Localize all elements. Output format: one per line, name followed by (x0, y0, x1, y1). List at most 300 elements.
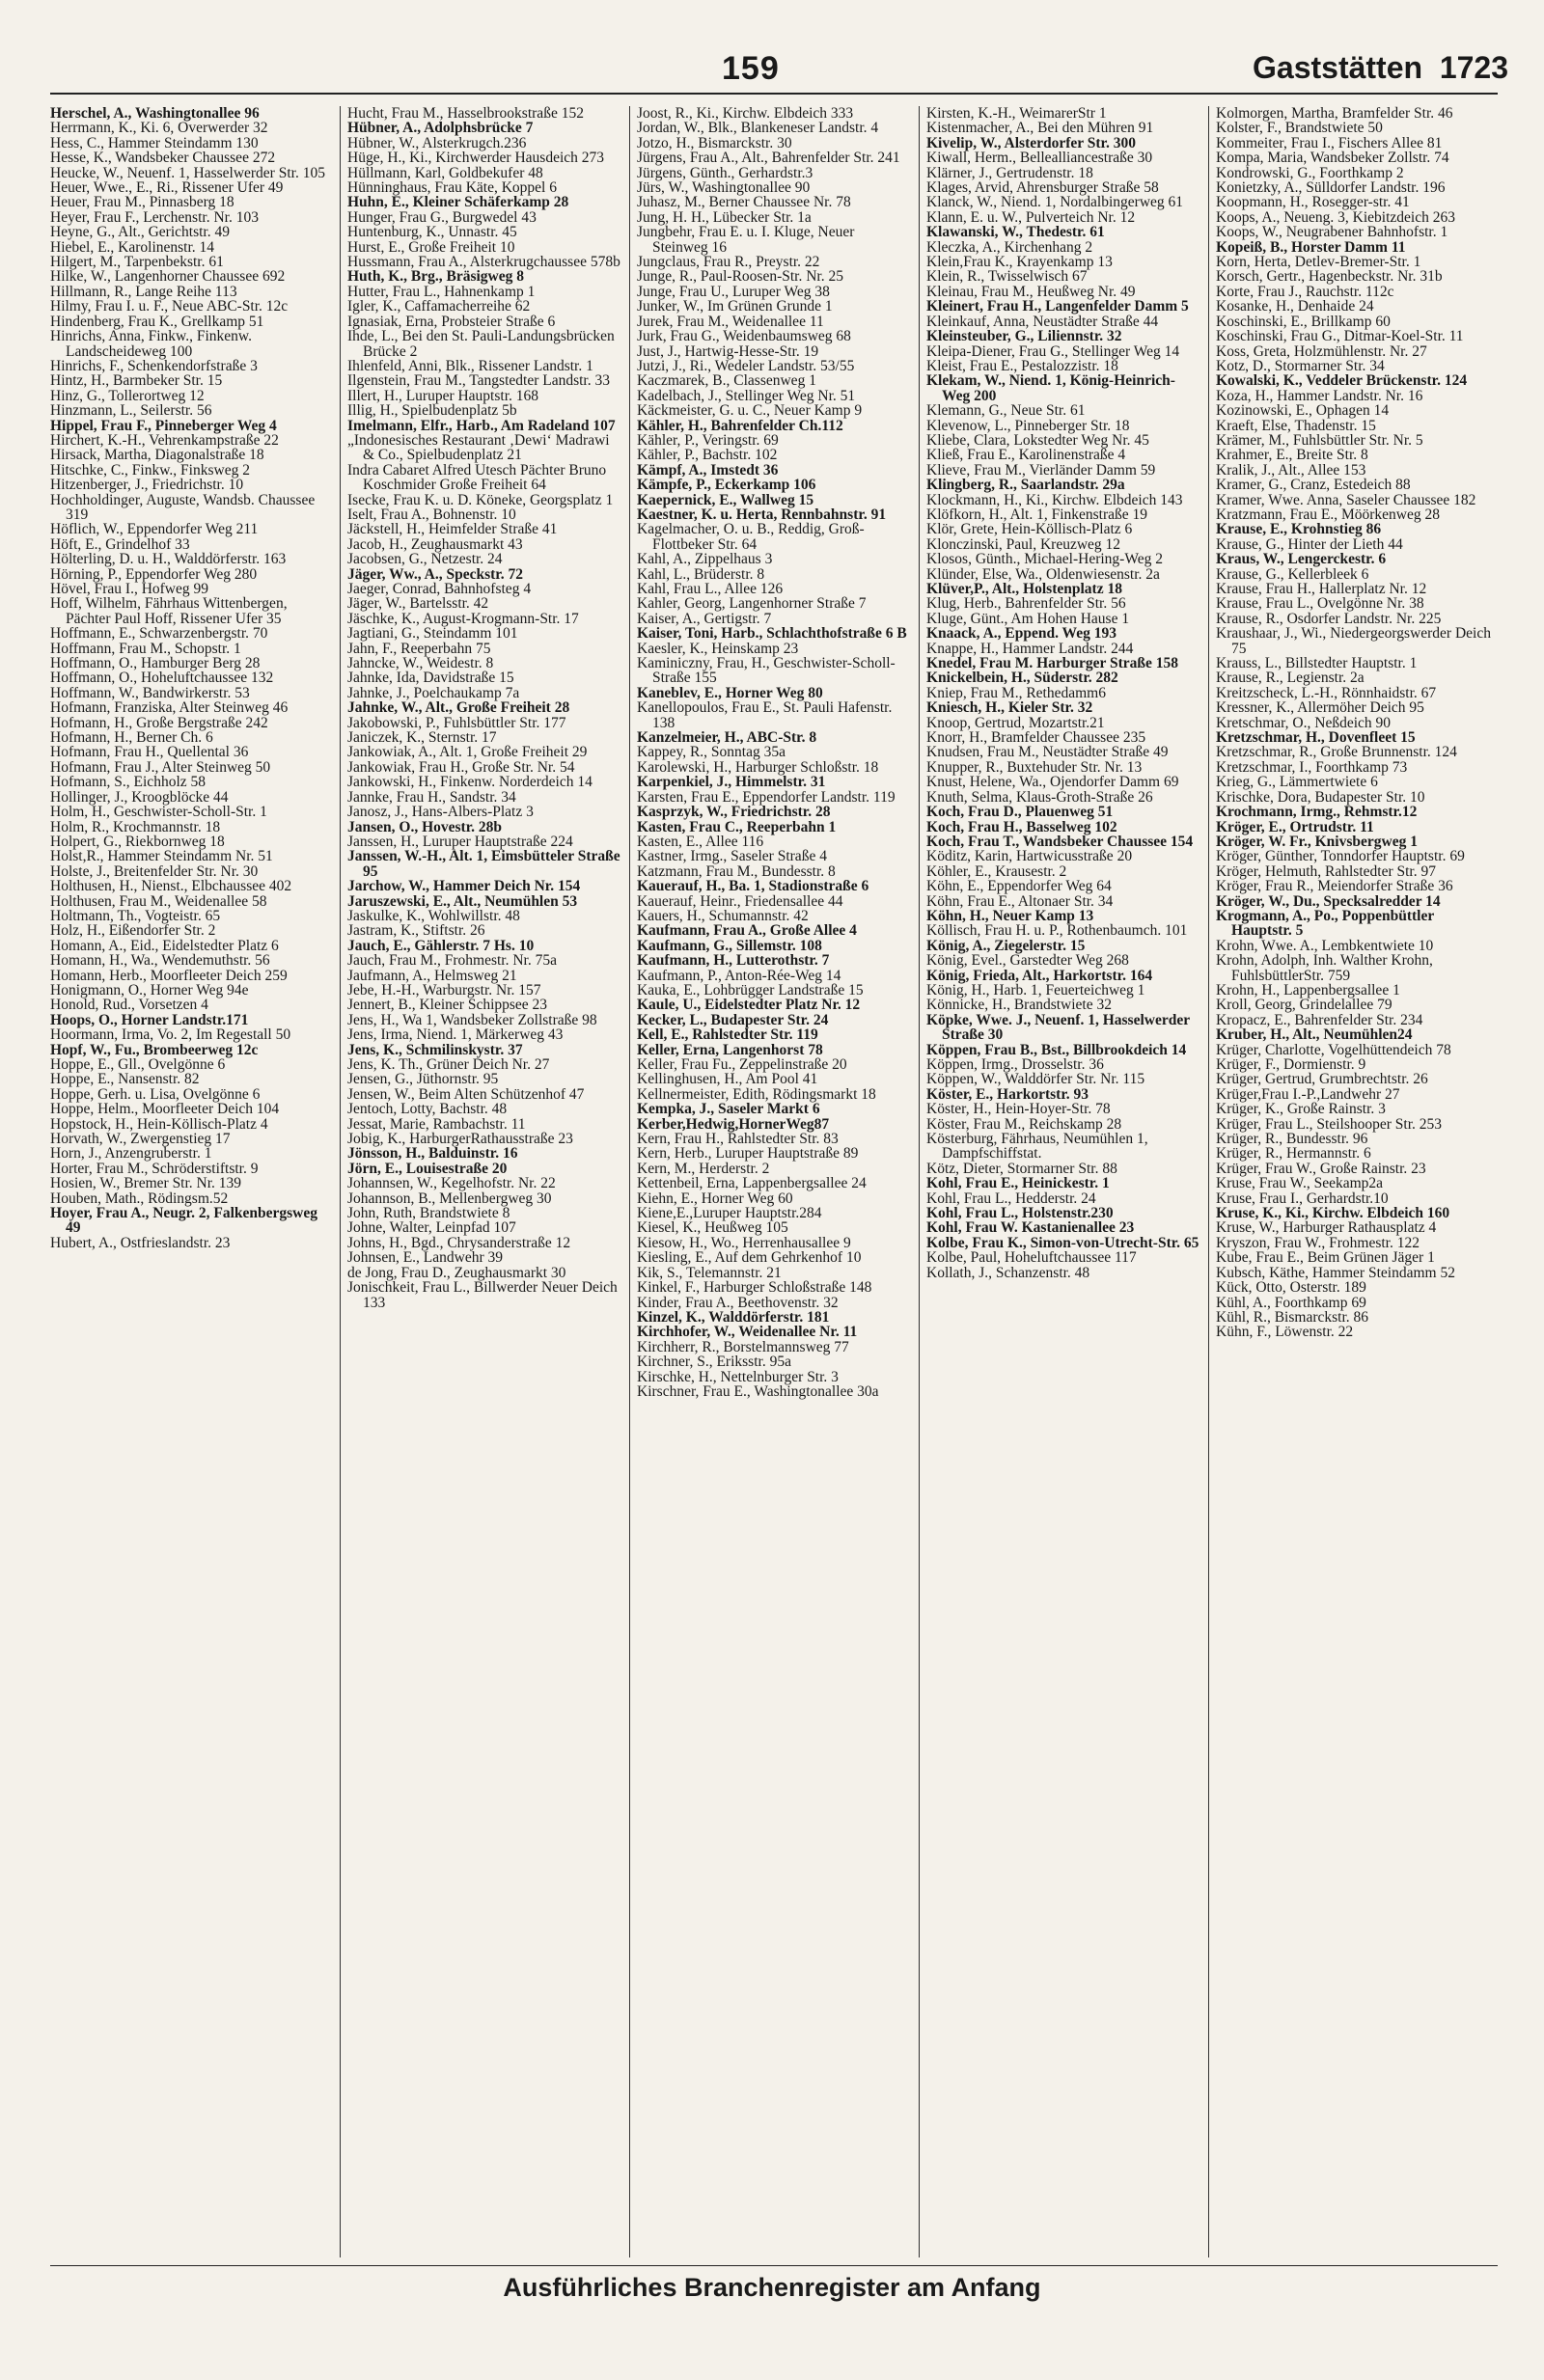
directory-entry: Hinzmann, L., Seilerstr. 56 (50, 402, 212, 420)
directory-entry: Joost, R., Ki., Kirchw. Elbdeich 333 (637, 106, 854, 122)
directory-entry: Holpert, G., Riekbornweg 18 (50, 833, 225, 850)
directory-entry: Kanzelmeier, H., ABC-Str. 8 (637, 729, 817, 747)
directory-entry: Iselt, Frau A., Bohnenstr. 10 (347, 506, 516, 523)
directory-entry: Knickelbein, H., Süderstr. 282 (926, 670, 1118, 687)
directory-entry: Klüver,P., Alt., Holstenplatz 18 (926, 581, 1122, 597)
directory-entry: Kramer, Wwe. Anna, Saseler Chaussee 182 (1216, 491, 1476, 508)
directory-entry: Karolewski, H., Harburger Schloßstr. 18 (637, 758, 879, 776)
directory-entry: Huntenburg, K., Unnastr. 45 (347, 224, 517, 241)
directory-entry: Hoppe, E., Gll., Ovelgönne 6 (50, 1056, 226, 1073)
directory-entry: Jens, Irma, Niend. 1, Märkerweg 43 (347, 1026, 564, 1044)
directory-entry: Köster, Frau M., Reichskamp 28 (926, 1115, 1122, 1133)
directory-entry: Jahn, F., Reeperbahn 75 (347, 640, 491, 657)
directory-entry: Heyne, G., Alt., Gerichtstr. 49 (50, 224, 230, 241)
directory-entry: Köhn, H., Neuer Kamp 13 (926, 907, 1094, 924)
directory-entry: Keller, Frau Fu., Zeppelinstraße 20 (637, 1056, 847, 1073)
directory-entry: Köppen, Frau B., Bst., Billbrookdeich 14 (926, 1041, 1187, 1058)
directory-entry: Klein,Frau K., Krayenkamp 13 (926, 254, 1113, 271)
directory-entry: Holm, H., Geschwister-Scholl-Str. 1 (50, 804, 267, 821)
directory-entry: Krohn, Adolph, Inh. Walther Krohn, FuhlsbüttlerStr. 759 (1216, 952, 1433, 984)
directory-entry: Kruse, K., Ki., Kirchw. Elbdeich 160 (1216, 1205, 1450, 1222)
directory-entry: Jens, K. Th., Grüner Deich Nr. 27 (347, 1056, 550, 1073)
directory-entry: Jonischkeit, Frau L., Billwerder Neuer Deich 133 (347, 1279, 618, 1311)
directory-entry: Just, J., Hartwig-Hesse-Str. 19 (637, 342, 819, 360)
directory-entry: Knaack, A., Eppend. Weg 193 (926, 625, 1117, 643)
directory-entry: Kosanke, H., Denhaide 24 (1216, 298, 1374, 315)
directory-entry: Jäger, W., Bartelsstr. 42 (347, 595, 489, 613)
directory-entry: Kötz, Dieter, Stormarner Str. 88 (926, 1160, 1117, 1177)
directory-entry: Jobig, K., HarburgerRathausstraße 23 (347, 1131, 573, 1148)
directory-entry: Krause, G., Kellerbleek 6 (1216, 565, 1369, 583)
directory-entry: Kern, M., Herderstr. 2 (637, 1160, 770, 1177)
directory-entry: Hindenberg, Frau K., Grellkamp 51 (50, 313, 264, 330)
directory-entry: Hofmann, Frau H., Quellental 36 (50, 744, 249, 761)
directory-entry: Kahl, L., Brüderstr. 8 (637, 565, 765, 583)
directory-entry: Jebe, H.-H., Warburgstr. Nr. 157 (347, 981, 541, 999)
directory-entry: Köster, H., Hein-Hoyer-Str. 78 (926, 1101, 1111, 1118)
directory-entry: Knudsen, Frau M., Neustädter Straße 49 (926, 744, 1169, 761)
directory-entry: Kaesler, K., Heinskamp 23 (637, 640, 799, 657)
directory-entry: Hörning, P., Eppendorfer Weg 280 (50, 565, 258, 583)
directory-entry: Korte, Frau J., Rauchstr. 112c (1216, 283, 1394, 300)
directory-entry: Hurst, E., Große Freiheit 10 (347, 238, 515, 256)
section-title (1253, 50, 1508, 86)
directory-entry: Könnicke, H., Brandstwiete 32 (926, 997, 1112, 1014)
directory-entry: Hünninghaus, Frau Käte, Koppel 6 (347, 179, 557, 197)
directory-entry: Holtmann, Th., Vogteistr. 65 (50, 907, 221, 924)
directory-entry: Hopstock, H., Hein-Köllisch-Platz 4 (50, 1115, 268, 1133)
directory-entry: Herrmann, K., Ki. 6, Overwerder 32 (50, 120, 268, 137)
directory-entry: Homann, Herb., Moorfleeter Deich 259 (50, 967, 288, 984)
directory-entry: Hinrichs, Anna, Finkw., Finkenw. Landscheideweg 100 (50, 328, 252, 360)
directory-entry: Hoyer, Frau A., Neugr. 2, Falkenbergsweg 49 (50, 1205, 317, 1237)
directory-entry: Kruber, H., Alt., Neumühlen24 (1216, 1026, 1413, 1044)
directory-entry: Junker, W., Im Grünen Grunde 1 (637, 298, 833, 315)
directory-entry: Köhn, E., Eppendorfer Weg 64 (926, 878, 1112, 895)
directory-entry: Holthusen, Frau M., Weidenallee 58 (50, 892, 267, 910)
directory-entry: Isecke, Frau K. u. D. Köneke, Georgsplatz 1 (347, 491, 614, 508)
directory-entry: Klevenow, L., Pinneberger Str. 18 (926, 417, 1130, 434)
directory-entry: Kirchner, S., Eriksstr. 95a (637, 1354, 791, 1371)
directory-entry: Kern, Frau H., Rahlstedter Str. 83 (637, 1131, 839, 1148)
directory-columns (50, 106, 1498, 2257)
directory-entry: Heuer, Wwe., E., Ri., Rissener Ufer 49 (50, 179, 284, 197)
directory-entry: Höflich, W., Eppendorfer Weg 211 (50, 521, 259, 538)
directory-entry: Jahnke, Ida, Davidstraße 15 (347, 670, 514, 687)
directory-entry: Kinkel, F., Harburger Schloßstraße 148 (637, 1279, 872, 1297)
directory-entry: Imelmann, Elfr., Harb., Am Radeland 107 (347, 417, 616, 434)
directory-entry: Jankowiak, Frau H., Große Str. Nr. 54 (347, 758, 575, 776)
directory-entry: Holste, J., Breitenfelder Str. Nr. 30 (50, 862, 259, 880)
directory-entry: König, Evel., Garstedter Weg 268 (926, 952, 1129, 970)
directory-entry: Krohn, H., Lappenbergsallee 1 (1216, 981, 1400, 999)
directory-entry: Hilmy, Frau I. u. F., Neue ABC-Str. 12c (50, 298, 289, 315)
directory-entry: Krischke, Dora, Budapester Str. 10 (1216, 788, 1425, 806)
directory-entry: Kiesling, E., Auf dem Gehrkenhof 10 (637, 1249, 862, 1267)
directory-entry: Klärner, J., Gertrudenstr. 18 (926, 164, 1093, 181)
directory-entry: Jagtiani, G., Steindamm 101 (347, 625, 518, 643)
directory-entry: Krause, G., Hinter der Lieth 44 (1216, 535, 1403, 553)
directory-entry: Kaepernick, E., Wallweg 15 (637, 491, 814, 508)
directory-entry: Hesse, K., Wandsbeker Chaussee 272 (50, 150, 276, 167)
directory-entry: Kastner, Irmg., Saseler Straße 4 (637, 848, 827, 865)
directory-entry: Hitzenberger, J., Friedrichstr. 10 (50, 477, 244, 494)
directory-entry: Kleczka, A., Kirchenhang 2 (926, 238, 1093, 256)
directory-entry: Kraus, W., Lengerckestr. 6 (1216, 551, 1387, 568)
directory-entry: Kondrowski, G., Foorthkamp 2 (1216, 164, 1404, 181)
directory-entry: Johns, H., Bgd., Chrysanderstraße 12 (347, 1234, 571, 1251)
directory-entry: Kohl, Frau W. Kastanienallee 23 (926, 1219, 1135, 1237)
directory-entry: Jutzi, J., Ri., Wedeler Landstr. 53/55 (637, 357, 855, 374)
directory-entry: Krüger, R., Bundesstr. 96 (1216, 1131, 1368, 1148)
directory-entry: Hoffmann, Frau M., Schopstr. 1 (50, 640, 241, 657)
directory-entry: Klein, R., Twisselwisch 67 (926, 268, 1088, 286)
directory-column (919, 106, 1208, 2257)
directory-entry: Kecker, L., Budapester Str. 24 (637, 1011, 829, 1028)
directory-entry: Janosz, J., Hans-Albers-Platz 3 (347, 804, 534, 821)
directory-entry: Kluge, Günt., Am Hohen Hause 1 (926, 610, 1130, 627)
directory-entry: Hunger, Frau G., Burgwedel 43 (347, 208, 537, 226)
directory-entry: Koza, H., Hammer Landstr. Nr. 16 (1216, 387, 1423, 404)
directory-column (629, 106, 919, 2257)
directory-entry: Kniesch, H., Kieler Str. 32 (926, 699, 1093, 717)
directory-entry: Kröger, Helmuth, Rahlstedter Str. 97 (1216, 862, 1436, 880)
directory-entry: Kasten, Frau C., Reeperbahn 1 (637, 818, 837, 835)
directory-column (1208, 106, 1498, 2257)
directory-entry: Klemann, G., Neue Str. 61 (926, 402, 1086, 420)
directory-entry: Kistenmacher, A., Bei den Mühren 91 (926, 120, 1154, 137)
footer-rule (50, 2265, 1498, 2266)
directory-entry: Klieve, Frau M., Vierländer Damm 59 (926, 461, 1156, 479)
directory-entry: Krahmer, E., Breite Str. 8 (1216, 447, 1368, 464)
directory-entry: Johannsen, W., Kegelhofstr. Nr. 22 (347, 1175, 556, 1192)
directory-entry: König, H., Harb. 1, Feuerteichweg 1 (926, 981, 1145, 999)
directory-entry: Hofmann, Franziska, Alter Steinweg 46 (50, 699, 289, 717)
directory-entry: Köhn, Frau E., Altonaer Str. 34 (926, 892, 1114, 910)
directory-entry: Kadelbach, J., Stellinger Weg Nr. 51 (637, 387, 856, 404)
directory-entry: Jensen, G., Jüthornstr. 95 (347, 1071, 499, 1088)
directory-entry: Ihlenfeld, Anni, Blk., Rissener Landstr. 1 (347, 357, 593, 374)
directory-entry: Kiehn, E., Horner Weg 60 (637, 1190, 793, 1207)
directory-entry: Kellnermeister, Edith, Rödingsmarkt 18 (637, 1085, 876, 1103)
directory-entry: Klöfkorn, H., Alt. 1, Finkenstraße 19 (926, 506, 1148, 523)
directory-entry: Knappe, H., Hammer Landstr. 244 (926, 640, 1134, 657)
directory-entry: Hillmann, R., Lange Reihe 113 (50, 283, 237, 300)
directory-entry: Janssen, H., Luruper Hauptstraße 224 (347, 833, 573, 850)
directory-entry: Kubsch, Käthe, Hammer Steindamm 52 (1216, 1264, 1455, 1281)
directory-entry: Kraushaar, J., Wi., Niedergeorgswerder Deich 75 (1216, 625, 1491, 657)
directory-entry: Jurk, Frau G., Weidenbaumsweg 68 (637, 328, 851, 345)
directory-entry: Hilke, W., Langenhorner Chaussee 692 (50, 268, 286, 286)
header-rule (50, 93, 1498, 95)
directory-entry: John, Ruth, Brandstwiete 8 (347, 1205, 510, 1222)
directory-entry: Houben, Math., Rödingsm.52 (50, 1190, 229, 1207)
directory-entry: Karsten, Frau E., Eppendorfer Landstr. 119 (637, 788, 896, 806)
directory-entry: Kryszon, Frau W., Frohmestr. 122 (1216, 1234, 1420, 1251)
directory-entry: Kauerauf, H., Ba. 1, Stadionstraße 6 (637, 878, 869, 895)
directory-entry: Kaufmann, H., Lutterothstr. 7 (637, 952, 830, 970)
directory-entry: Köpke, Wwe. J., Neuenf. 1, Hasselwerder Straße 30 (926, 1011, 1190, 1044)
directory-entry: Krieg, G., Lämmertwiete 6 (1216, 774, 1378, 791)
directory-entry: Jessat, Marie, Rambachstr. 11 (347, 1115, 526, 1133)
directory-entry: Jaskulke, K., Wohlwillstr. 48 (347, 907, 520, 924)
directory-entry: Holz, H., Eißendorfer Str. 2 (50, 922, 216, 940)
directory-entry: Hübner, W., Alsterkrugch.236 (347, 134, 527, 151)
directory-entry: Krogmann, A., Po., Poppenbüttler Hauptstr. 5 (1216, 907, 1434, 940)
directory-entry: Hofmann, H., Berner Ch. 6 (50, 729, 213, 747)
directory-entry: Hilgert, M., Tarpenbekstr. 61 (50, 254, 224, 271)
directory-entry: Hucht, Frau M., Hasselbrookstraße 152 (347, 106, 584, 122)
directory-entry: Korn, Herta, Detlev-Bremer-Str. 1 (1216, 254, 1421, 271)
directory-entry: Janssen, W.-H., Alt. 1, Eimsbütteler Straße 95 (347, 848, 620, 880)
directory-entry: Kröger, Frau R., Meiendorfer Straße 36 (1216, 878, 1453, 895)
directory-entry: Kähler, H., Bahrenfelder Ch.112 (637, 417, 843, 434)
directory-entry: Igler, K., Caffamacherreihe 62 (347, 298, 531, 315)
directory-entry: Jäger, Ww., A., Speckstr. 72 (347, 565, 524, 583)
directory-entry: Kauerauf, Heinr., Friedensallee 44 (637, 892, 843, 910)
directory-entry: Kopeiß, B., Horster Damm 11 (1216, 238, 1406, 256)
directory-entry: Koops, W., Neugrabener Bahnhofstr. 1 (1216, 224, 1448, 241)
directory-entry: Kiesow, H., Wo., Herrenhausallee 9 (637, 1234, 851, 1251)
directory-entry: Hüllmann, Karl, Goldbekufer 48 (347, 164, 543, 181)
directory-entry: Hopf, W., Fu., Brombeerweg 12c (50, 1041, 259, 1058)
section-title-number: 1723 (1439, 50, 1509, 85)
directory-entry: Kämpf, A., Imstedt 36 (637, 461, 779, 479)
directory-entry: Kühl, A., Foorthkamp 69 (1216, 1294, 1366, 1311)
directory-entry: Honigmann, O., Horner Weg 94e (50, 981, 249, 999)
directory-entry: Hinz, G., Tollerortweg 12 (50, 387, 205, 404)
directory-entry: Kauka, E., Lohbrügger Landstraße 15 (637, 981, 864, 999)
directory-entry: Kompa, Maria, Wandsbeker Zollstr. 74 (1216, 150, 1449, 167)
directory-entry: Klann, E. u. W., Pulverteich Nr. 12 (926, 208, 1136, 226)
directory-entry: Kiwall, Herm., Bellealliancestraße 30 (926, 150, 1153, 167)
directory-entry: Jauch, E., Gählerstr. 7 Hs. 10 (347, 937, 535, 954)
directory-entry: Krüger,Frau I.-P.,Landwehr 27 (1216, 1085, 1400, 1103)
directory-entry: Hoops, O., Horner Landstr.171 (50, 1011, 249, 1028)
directory-entry: Kaiser, Toni, Harb., Schlachthofstraße 6 B (637, 625, 907, 643)
directory-entry: Hövel, Frau I., Hofweg 99 (50, 581, 209, 597)
directory-entry: Hoffmann, E., Schwarzenbergstr. 70 (50, 625, 268, 643)
directory-entry: Hofmann, S., Eichholz 58 (50, 774, 207, 791)
directory-entry: Kleinkauf, Anna, Neustädter Straße 44 (926, 313, 1159, 330)
directory-entry: de Jong, Frau D., Zeughausmarkt 30 (347, 1264, 566, 1281)
directory-entry: Jankowiak, A., Alt. 1, Große Freiheit 29 (347, 744, 588, 761)
directory-entry: Kleinau, Frau M., Heußweg Nr. 49 (926, 283, 1136, 300)
directory-entry: Hiebel, E., Karolinenstr. 14 (50, 238, 215, 256)
section-title-text: Gaststätten (1253, 50, 1423, 85)
directory-entry: Knuth, Selma, Klaus-Groth-Straße 26 (926, 788, 1153, 806)
directory-entry: Koopmann, H., Rosegger-str. 41 (1216, 194, 1410, 211)
directory-entry: Kolbe, Frau K., Simon-von-Utrecht-Str. 65 (926, 1234, 1199, 1251)
directory-entry: Kraeft, Else, Thadenstr. 15 (1216, 417, 1376, 434)
directory-entry: Kaufmann, G., Sillemstr. 108 (637, 937, 822, 954)
directory-entry: Jürgens, Günth., Gerhardstr.3 (637, 164, 813, 181)
directory-entry: Kauers, H., Schumannstr. 42 (637, 907, 809, 924)
directory-entry: Kretzschmar, H., Dovenfleet 15 (1216, 729, 1416, 747)
directory-entry: Koschinski, E., Brillkamp 60 (1216, 313, 1391, 330)
directory-entry: Koss, Greta, Holzmühlenstr. Nr. 27 (1216, 342, 1427, 360)
directory-entry: Köppen, Irmg., Drosselstr. 36 (926, 1056, 1104, 1073)
directory-entry: Jens, H., Wa 1, Wandsbeker Zollstraße 98 (347, 1011, 597, 1028)
directory-entry: „Indonesisches Restaurant ‚Dewi‘ Madrawi & Co., Spielbudenplatz 21 (347, 431, 610, 464)
directory-entry: Kück, Otto, Osterstr. 189 (1216, 1279, 1366, 1297)
directory-entry: Kirsten, K.-H., WeimarerStr 1 (926, 106, 1107, 122)
directory-entry: Heucke, W., Neuenf. 1, Hasselwerder Str. 105 (50, 164, 325, 181)
directory-entry: Krüger, Gertrud, Grumbrechtstr. 26 (1216, 1071, 1428, 1088)
directory-entry: Jannke, Frau H., Sandstr. 34 (347, 788, 516, 806)
directory-entry: Kröger, E., Ortrudstr. 11 (1216, 818, 1374, 835)
directory-entry: Höft, E., Grindelhof 33 (50, 535, 190, 553)
directory-entry: Kroll, Georg, Grindelallee 79 (1216, 997, 1392, 1014)
directory-entry: Kahler, Georg, Langenhorner Straße 7 (637, 595, 867, 613)
directory-entry: Hölterling, D. u. H., Walddörferstr. 163 (50, 551, 287, 568)
directory-entry: Katzmann, Frau M., Bundesstr. 8 (637, 862, 836, 880)
directory-entry: Jastram, K., Stiftstr. 26 (347, 922, 485, 940)
directory-entry: Homann, A., Eid., Eidelstedter Platz 6 (50, 937, 279, 954)
directory-entry: Kappey, R., Sonntag 35a (637, 744, 786, 761)
directory-entry: Hubert, A., Ostfrieslandstr. 23 (50, 1234, 231, 1251)
directory-entry: Klockmann, H., Ki., Kirchw. Elbdeich 143 (926, 491, 1183, 508)
directory-entry: Kaule, U., Eidelstedter Platz Nr. 12 (637, 997, 861, 1014)
directory-entry: Hoormann, Irma, Vo. 2, Im Regestall 50 (50, 1026, 291, 1044)
directory-entry: Kropacz, E., Bahrenfelder Str. 234 (1216, 1011, 1423, 1028)
directory-entry: Ignasiak, Erna, Probsteier Straße 6 (347, 313, 556, 330)
directory-entry: Horn, J., Anzengruberstr. 1 (50, 1145, 212, 1163)
directory-entry: Kanellopoulos, Frau E., St. Pauli Hafenstr. 138 (637, 699, 893, 731)
directory-entry: Krause, E., Krohnstieg 86 (1216, 521, 1382, 538)
directory-entry: Hinrichs, F., Schenkendorfstraße 3 (50, 357, 258, 374)
directory-entry: Kleipa-Diener, Frau G., Stellinger Weg 14 (926, 342, 1180, 360)
directory-entry: Kleist, Frau E., Pestalozzistr. 18 (926, 357, 1118, 374)
directory-entry: Jurek, Frau M., Weidenallee 11 (637, 313, 824, 330)
directory-entry: Kahl, Frau L., Allee 126 (637, 581, 784, 597)
directory-entry: Hoffmann, W., Bandwirkerstr. 53 (50, 684, 250, 701)
directory-entry: Kirschke, H., Nettelnburger Str. 3 (637, 1368, 839, 1385)
directory-entry: Kolbe, Paul, Hoheluftchaussee 117 (926, 1249, 1137, 1267)
directory-entry: Hoppe, E., Nansenstr. 82 (50, 1071, 200, 1088)
directory-entry: Hoff, Wilhelm, Fährhaus Wittenbergen, Pächter Paul Hoff, Rissener Ufer 35 (50, 595, 288, 627)
directory-entry: Jung, H. H., Lübecker Str. 1a (637, 208, 812, 226)
directory-entry: Horter, Frau M., Schröderstiftstr. 9 (50, 1160, 259, 1177)
directory-entry: Krause, R., Legienstr. 2a (1216, 670, 1365, 687)
directory-entry: Jäckstell, H., Heimfelder Straße 41 (347, 521, 558, 538)
directory-entry: Kähler, P., Veringstr. 69 (637, 431, 779, 449)
directory-entry: Kniep, Frau M., Rethedamm6 (926, 684, 1106, 701)
directory-entry: Hosien, W., Bremer Str. Nr. 139 (50, 1175, 242, 1192)
directory-entry: Jaufmann, A., Helmsweg 21 (347, 967, 517, 984)
directory-entry: Koch, Frau D., Plauenweg 51 (926, 804, 1114, 821)
directory-entry: Kirchherr, R., Borstelmannsweg 77 (637, 1338, 849, 1355)
directory-entry: Köditz, Karin, Hartwicusstraße 20 (926, 848, 1133, 865)
directory-entry: Klawanski, W., Thedestr. 61 (926, 224, 1105, 241)
directory-entry: Klünder, Else, Wa., Oldenwiesenstr. 2a (926, 565, 1160, 583)
directory-entry: Jürgens, Frau A., Alt., Bahrenfelder Str. 241 (637, 150, 900, 167)
directory-entry: Kreitzscheck, L.-H., Rönnhaidstr. 67 (1216, 684, 1437, 701)
directory-entry: Kohl, Frau L., Holstenstr.230 (926, 1205, 1114, 1222)
directory-entry: Kirchhofer, W., Weidenallee Nr. 11 (637, 1324, 858, 1341)
directory-entry: Horvath, W., Zwergenstieg 17 (50, 1131, 231, 1148)
directory-entry: Krüger, F., Dormienstr. 9 (1216, 1056, 1366, 1073)
directory-entry: Hofmann, H., Große Bergstraße 242 (50, 714, 268, 731)
directory-entry: Hitschke, C., Finkw., Finkswеg 2 (50, 461, 250, 479)
directory-entry: Kettenbeil, Erna, Lappenbergsallee 24 (637, 1175, 867, 1192)
directory-entry: Krüger, Frau W., Große Rainstr. 23 (1216, 1160, 1426, 1177)
directory-entry: Ihde, L., Bei den St. Pauli-Landungsbrücken Brücke 2 (347, 328, 615, 360)
directory-entry: Jakobowski, P., Fuhlsbüttler Str. 177 (347, 714, 566, 731)
directory-entry: König, A., Ziegelerstr. 15 (926, 937, 1086, 954)
directory-entry: Kröger, Günther, Tonndorfer Hauptstr. 69 (1216, 848, 1465, 865)
directory-entry: Krüger, R., Hermannstr. 6 (1216, 1145, 1371, 1163)
directory-entry: Kaiser, A., Gertigstr. 7 (637, 610, 772, 627)
directory-entry: Kempka, J., Saseler Markt 6 (637, 1101, 820, 1118)
directory-entry: Jönsson, H., Balduinstr. 16 (347, 1145, 518, 1163)
directory-entry: Kozinowski, E., Ophagen 14 (1216, 402, 1390, 420)
directory-entry: Klanck, W., Niend. 1, Nordalbingerweg 61 (926, 194, 1184, 211)
directory-entry: Krause, Frau H., Hallerplatz Nr. 12 (1216, 581, 1427, 597)
directory-entry: Hüge, H., Ki., Kirchwerder Hausdeich 273 (347, 150, 605, 167)
directory-column (340, 106, 629, 2257)
directory-entry: Kaczmarek, B., Classenweg 1 (637, 372, 816, 390)
directory-entry: Kirschner, Frau E., Washingtonallee 30a (637, 1382, 879, 1400)
directory-entry: Kühl, R., Bismarckstr. 86 (1216, 1308, 1369, 1326)
footer-note: Ausführliches Branchenregister am Anfang (503, 2273, 1041, 2302)
directory-entry: Hirchert, K.-H., Vehrenkampstraße 22 (50, 431, 279, 449)
directory-entry: Jahncke, W., Weidestr. 8 (347, 655, 494, 672)
directory-entry: Hübner, A., Adolphsbrücke 7 (347, 120, 534, 137)
directory-entry: Kramer, G., Cranz, Estedeich 88 (1216, 477, 1411, 494)
directory-entry: Kliebe, Clara, Lokstedter Weg Nr. 45 (926, 431, 1149, 449)
directory-entry: Kaneblev, E., Horner Weg 80 (637, 684, 823, 701)
directory-entry: Juhasz, M., Berner Chaussee Nr. 78 (637, 194, 851, 211)
directory-entry: Jankowski, H., Finkenw. Norderdeich 14 (347, 774, 593, 791)
directory-entry: Hoppe, Helm., Moorfleeter Deich 104 (50, 1101, 280, 1118)
directory-entry: Köppen, W., Walddörfer Str. Nr. 115 (926, 1071, 1145, 1088)
directory-entry: Kretzschmar, R., Große Brunnenstr. 124 (1216, 744, 1457, 761)
directory-entry: Kotz, D., Stormarner Str. 34 (1216, 357, 1385, 374)
directory-entry: Kaufmann, P., Anton-Rée-Weg 14 (637, 967, 841, 984)
directory-entry: Kretschmar, O., Neßdeich 90 (1216, 714, 1392, 731)
directory-entry: Heyer, Frau F., Lerchenstr. Nr. 103 (50, 208, 259, 226)
directory-entry: Heuer, Frau M., Pinnasberg 18 (50, 194, 234, 211)
directory-entry: Kließ, Frau E., Karolinenstraße 4 (926, 447, 1126, 464)
directory-entry: Knedel, Frau M. Harburger Straße 158 (926, 655, 1179, 672)
directory-entry: Hoppe, Gerh. u. Lisa, Ovelgönne 6 (50, 1085, 261, 1103)
directory-entry: Kaufmann, Frau A., Große Allee 4 (637, 922, 857, 940)
directory-entry: Kiesel, K., Heußweg 105 (637, 1219, 788, 1237)
directory-entry: Hollinger, J., Kroogblöcke 44 (50, 788, 229, 806)
directory-entry: Jungclaus, Frau R., Preystr. 22 (637, 254, 820, 271)
directory-entry: Köllisch, Frau H. u. P., Rothenbaumch. 101 (926, 922, 1188, 940)
directory-entry: Krochmann, Irmg., Rehmstr.12 (1216, 804, 1418, 821)
directory-entry: Kretzschmar, I., Foorthkamp 73 (1216, 758, 1408, 776)
directory-entry: Holm, R., Krochmannstr. 18 (50, 818, 221, 835)
directory-entry: Jennert, B., Kleiner Schippsee 23 (347, 997, 548, 1014)
directory-entry: Kahl, A., Zippelhaus 3 (637, 551, 773, 568)
directory-entry: Jahnke, W., Alt., Große Freiheit 28 (347, 699, 570, 717)
directory-entry: Kohl, Frau E., Heinickestr. 1 (926, 1175, 1110, 1192)
directory-entry: Klekam, W., Niend. 1, König-Heinrich-Weg 200 (926, 372, 1175, 404)
directory-entry: Kähler, P., Bachstr. 102 (637, 447, 778, 464)
directory-entry: Kruse, Frau W., Seekamp2a (1216, 1175, 1384, 1192)
directory-entry: Kiene,E.,Luruper Hauptstr.284 (637, 1205, 822, 1222)
directory-entry: Janiczek, K., Sternstr. 17 (347, 729, 497, 747)
directory-entry: Kratzmann, Frau E., Möörkenweg 28 (1216, 506, 1441, 523)
directory-entry: Krüger, Charlotte, Vogelhüttendeich 78 (1216, 1041, 1451, 1058)
directory-entry: Jansen, O., Hovestr. 28b (347, 818, 503, 835)
directory-entry: Krämer, M., Fuhlsbüttler Str. Nr. 5 (1216, 431, 1423, 449)
directory-entry: Illert, H., Luruper Hauptstr. 168 (347, 387, 539, 404)
directory-entry: Kinder, Frau A., Beethovenstr. 32 (637, 1294, 839, 1311)
